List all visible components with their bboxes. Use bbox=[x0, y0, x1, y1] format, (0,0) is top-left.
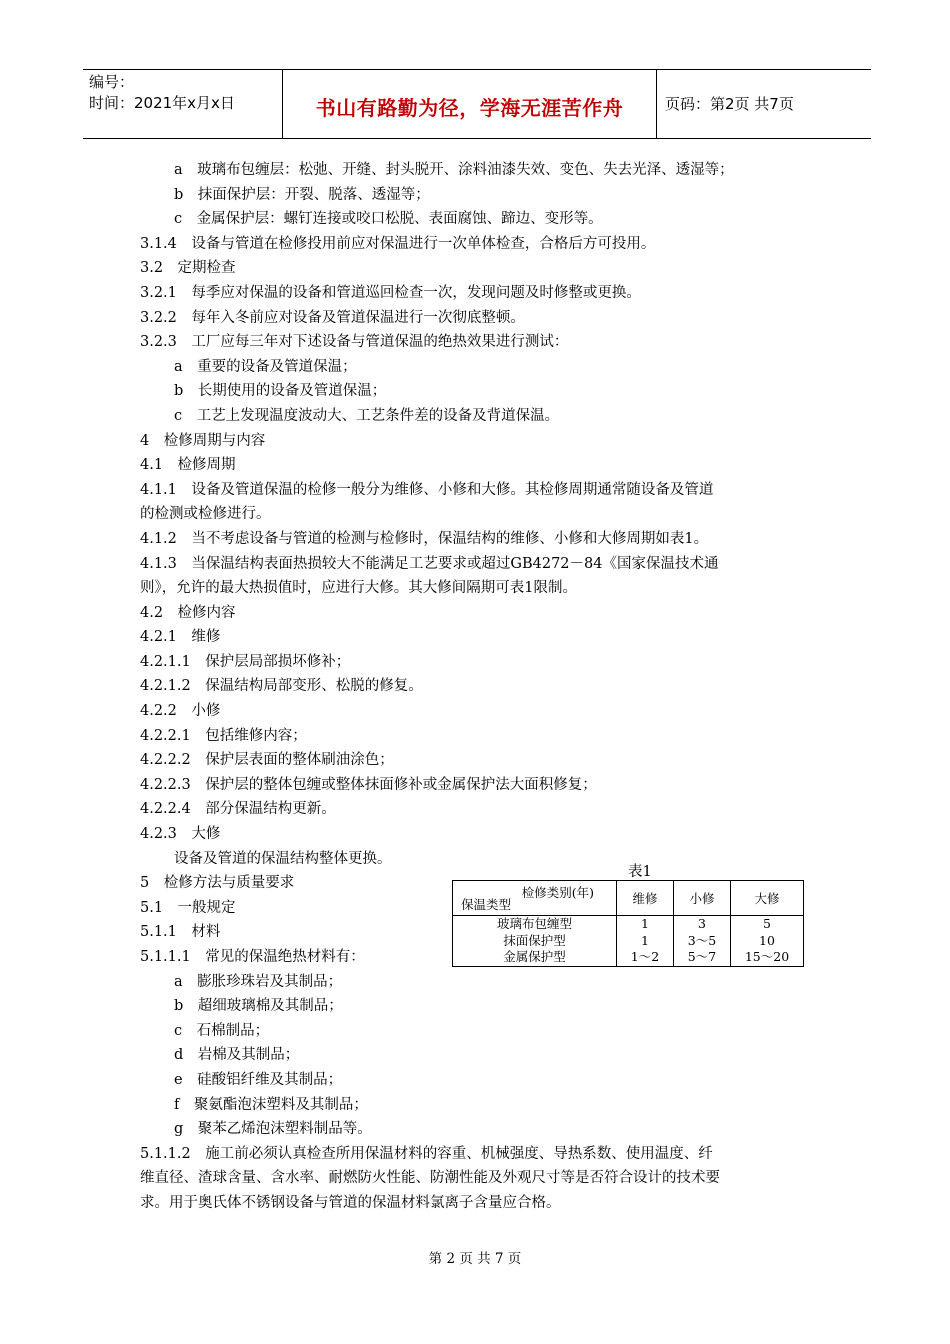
text-line: 4.2.1 维修 bbox=[140, 629, 221, 646]
text-line: 设备及管道的保温结构整体更换。 bbox=[174, 850, 392, 867]
text-line: 4.2.1.2 保温结构局部变形、松脱的修复。 bbox=[140, 678, 423, 695]
table-cell: 3 bbox=[698, 916, 706, 931]
text-line: b 长期使用的设备及管道保温； bbox=[174, 383, 387, 400]
header-meta bbox=[89, 72, 235, 114]
table-cell: 1 bbox=[641, 916, 649, 931]
table-cell: 15～20 bbox=[744, 949, 790, 964]
major-repair-column bbox=[731, 916, 804, 967]
repair-column bbox=[617, 916, 674, 967]
corner-top-label: 检修类别(年) bbox=[521, 885, 594, 900]
text-line: 4.1 检修周期 bbox=[140, 457, 236, 474]
text-line: 4.2 检修内容 bbox=[140, 604, 236, 621]
text-line: f 聚氨酯泡沫塑料及其制品； bbox=[174, 1096, 368, 1113]
text-line: e 硅酸铝纤维及其制品； bbox=[174, 1071, 343, 1088]
page-footer: 第 2 页 共 7 页 bbox=[428, 1251, 522, 1267]
text-line: a 重要的设备及管道保温； bbox=[174, 358, 357, 375]
text-line: 3.2.3 工厂应每三年对下述设备与管道保温的绝热效果进行测试： bbox=[140, 334, 569, 351]
text-line: 则》，允许的最大热损值时，应进行大修。其大修间隔期可表1限制。 bbox=[140, 580, 577, 597]
text-line: 4.2.2.4 部分保温结构更新。 bbox=[140, 801, 336, 818]
text-line: 4.2.1.1 保护层局部损坏修补； bbox=[140, 653, 351, 670]
text-line: 5.1.1 材料 bbox=[140, 924, 221, 941]
text-line: 的检测或检修进行。 bbox=[140, 506, 271, 523]
table-corner-cell bbox=[453, 881, 617, 916]
text-line: d 岩棉及其制品； bbox=[174, 1047, 300, 1064]
text-line: 5 检修方法与质量要求 bbox=[140, 875, 295, 892]
table-body-row bbox=[453, 916, 804, 967]
table-cell: 1 bbox=[641, 932, 649, 948]
text-line: 3.1.4 设备与管道在检修投用前应对保温进行一次单体检查，合格后方可投用。 bbox=[140, 235, 656, 252]
table-cell: 5 bbox=[763, 916, 771, 931]
document-body bbox=[140, 158, 820, 1216]
table-header-row bbox=[453, 881, 804, 916]
table-caption: 表1 bbox=[628, 864, 652, 880]
column-header: 小修 bbox=[674, 881, 731, 916]
text-line: a 玻璃布包缠层：松弛、开缝、封头脱开、涂料油漆失效、变色、失去光泽、透湿等； bbox=[174, 162, 734, 178]
text-line: 4.2.2.1 包括维修内容； bbox=[140, 727, 307, 744]
maintenance-cycle-table bbox=[452, 880, 804, 967]
text-line: 维直径、渣球含量、含水率、耐燃防火性能、防潮性能及外观尺寸等是否符合设计的技术要 bbox=[140, 1170, 720, 1187]
text-line: g 聚苯乙烯泡沫塑料制品等。 bbox=[174, 1121, 372, 1138]
column-header: 大修 bbox=[731, 881, 804, 916]
text-line: c 石棉制品； bbox=[174, 1022, 270, 1039]
table-cell: 10 bbox=[759, 932, 775, 948]
header-page-number: 页码：第2页 共7页 bbox=[665, 95, 794, 113]
header-divider bbox=[656, 70, 657, 138]
text-line: 5.1 一般规定 bbox=[140, 899, 236, 916]
text-line: 4.2.2.2 保护层表面的整体刷油涂色； bbox=[140, 752, 394, 769]
text-line: c 金属保护层：螺钉连接或咬口松脱、表面腐蚀、蹄边、变形等。 bbox=[174, 211, 603, 228]
text-line: 5.1.1.1 常见的保温绝热材料有： bbox=[140, 949, 365, 965]
text-line: b 超细玻璃棉及其制品； bbox=[174, 998, 343, 1015]
type-column bbox=[453, 916, 617, 967]
page-header bbox=[83, 69, 871, 139]
text-line: 4.2.2 小修 bbox=[140, 703, 221, 720]
table-cell: 抹面保护型 bbox=[503, 932, 566, 948]
table-cell: 玻璃布包缠型 bbox=[496, 916, 572, 931]
text-line: c 工艺上发现温度波动大、工艺条件差的设备及背道保温。 bbox=[174, 407, 560, 424]
table-cell: 金属保护型 bbox=[503, 949, 566, 964]
text-line: 求。用于奥氏体不锈钢设备与管道的保温材料氯离子含量应合格。 bbox=[140, 1194, 561, 1211]
text-line: a 膨胀珍珠岩及其制品； bbox=[174, 973, 343, 990]
document-time-label: 时间：2021年x月x日 bbox=[89, 94, 235, 112]
text-line: 3.2.2 每年入冬前应对设备及管道保温进行一次彻底整顿。 bbox=[140, 309, 525, 326]
document-number-label: 编号： bbox=[89, 73, 135, 91]
table-cell: 1～2 bbox=[630, 949, 660, 964]
text-line: 4.2.3 大修 bbox=[140, 826, 221, 843]
column-header: 维修 bbox=[617, 881, 674, 916]
text-line: b 抹面保护层：开裂、脱落、透湿等； bbox=[174, 186, 430, 203]
text-line: 4.1.3 当保温结构表面热损较大不能满足工艺要求或超过GB4272－84《国家保温技术通 bbox=[140, 555, 719, 572]
header-slogan: 书山有路勤为径，学海无涯苦作舟 bbox=[315, 96, 624, 120]
text-line: 4.1.1 设备及管道保温的检修一般分为维修、小修和大修。其检修周期通常随设备及管道 bbox=[140, 481, 714, 498]
text-line: 4.1.2 当不考虑设备与管道的检测与检修时，保温结构的维修、小修和大修周期如表1。 bbox=[140, 530, 709, 547]
table-cell: 3～5 bbox=[687, 932, 717, 948]
table-cell: 5～7 bbox=[687, 949, 717, 964]
minor-repair-column bbox=[674, 916, 731, 967]
text-line: 4.2.2.3 保护层的整体包缠或整体抹面修补或金属保护法大面积修复； bbox=[140, 776, 597, 793]
text-line: 5.1.1.2 施工前必须认真检查所用保温材料的容重、机械强度、导热系数、使用温度、纤 bbox=[140, 1145, 713, 1162]
text-line: 4 检修周期与内容 bbox=[140, 432, 266, 449]
corner-bottom-label: 保温类型 bbox=[461, 897, 512, 912]
text-line: 3.2 定期检查 bbox=[140, 260, 236, 277]
text-line: 3.2.1 每季应对保温的设备和管道巡回检查一次，发现问题及时修整或更换。 bbox=[140, 284, 641, 301]
